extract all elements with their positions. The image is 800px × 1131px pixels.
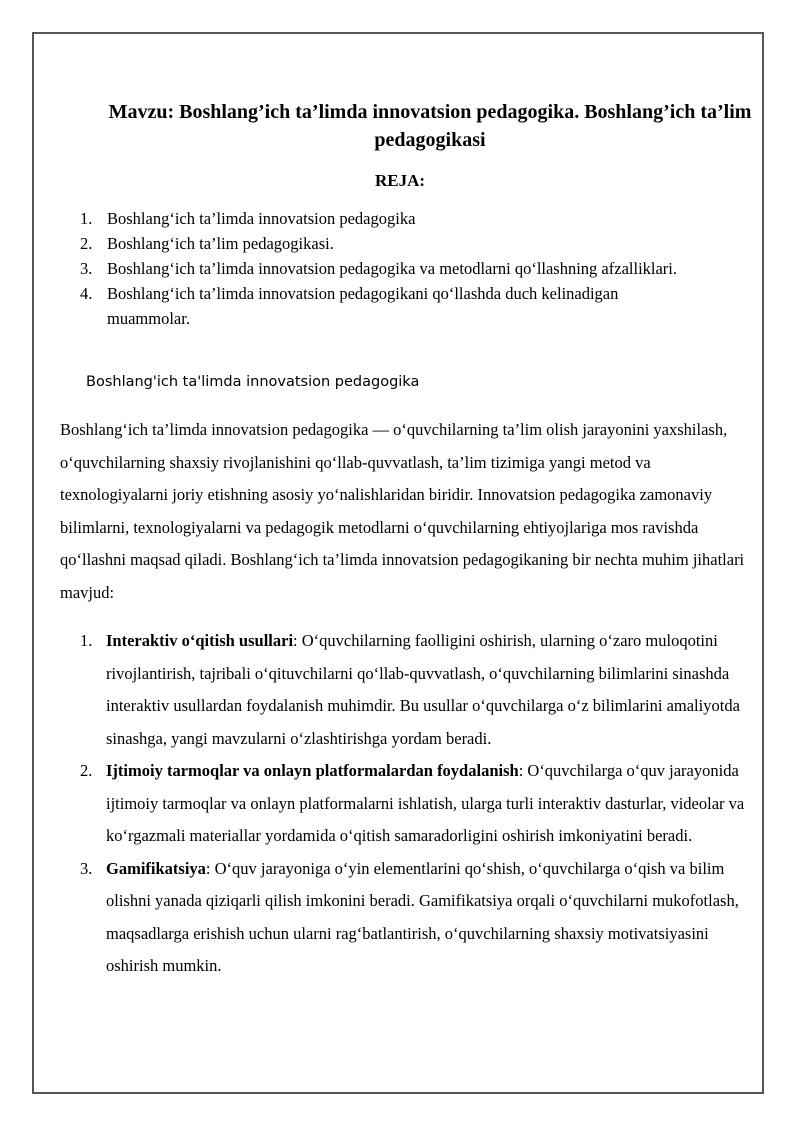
plan-item (80, 231, 700, 256)
feature-term: Interaktiv o‘qitish usullari (106, 631, 294, 650)
plan-item (80, 206, 700, 231)
plan-item-text: Boshlang‘ich ta’limda innovatsion pedagogika va metodlarni qo‘llashning afzalliklari. (107, 259, 678, 278)
plan-item-text: Boshlang‘ich ta’limda innovatsion pedagogika (107, 209, 416, 228)
plan-item-text: Boshlang‘ich ta’lim pedagogikasi. (107, 234, 334, 253)
feature-item (80, 853, 745, 983)
feature-item (80, 625, 745, 755)
feature-term: Gamifikatsiya (106, 858, 206, 878)
plan-item-number: 3. (80, 259, 93, 278)
feature-item-number: 1. (80, 631, 93, 650)
feature-item-number: 2. (80, 761, 93, 780)
feature-description: : O‘quv jarayoniga o‘yin elementlarini qo‘shish, o‘quvchilarga o‘qish va bilim olishni yanada qiziqarli qilish imkonini beradi. Gamifikatsiya orqali o‘quvchilarni mukofotlash, maqsadlarga erishish uchun ularni rag‘batlantirish, o‘quvchilarning shaxsiy motivatsiyasini oshirish mumkin. (106, 858, 739, 975)
feature-item (80, 755, 745, 853)
plan-item-number: 1. (80, 209, 93, 228)
plan-item-number: 4. (80, 284, 93, 303)
feature-description: : O‘quvchilarga o‘quv jarayonida ijtimoiy tarmoqlar va onlayn platformalarni ishlatish, ularga turli interaktiv dasturlar, videolar va ko‘rgazmali materiallar yordamida o‘qitish samaradorligini oshirish imkoniyatini beradi. (106, 761, 745, 845)
section-heading: Boshlang'ich ta'limda innovatsion pedagogika (86, 374, 420, 390)
plan-item (80, 256, 700, 281)
feature-list (80, 625, 745, 983)
document-title: Mavzu: Boshlang’ich ta’limda innovatsion pedagogika. Boshlang’ich ta’lim pedagogikasi (108, 101, 752, 151)
plan-item-number: 2. (80, 234, 93, 253)
plan-item (80, 281, 700, 331)
feature-item-number: 3. (80, 858, 93, 878)
plan-list (80, 206, 700, 331)
plan-item-text: Boshlang‘ich ta’limda innovatsion pedagogikani qo‘llashda duch kelinadigan muammolar. (107, 284, 619, 328)
feature-description: : O‘quvchilarning faolligini oshirish, ularning o‘zaro muloqotini rivojlantirish, tajribali o‘qituvchilarni qo‘llab-quvvatlash, o‘quvchilarning bilimlarini sinashda interaktiv usullardan foydalanish muhimdir. Bu usullar o‘quvchilarga o‘z bilimlarini amaliyotda sinashga, yangi mavzularni o‘zlashtirishga yordam beradi. (106, 631, 740, 748)
feature-term: Ijtimoiy tarmoqlar va onlayn platformalardan foydalanish (106, 761, 519, 780)
plan-heading: REJA: (374, 171, 426, 190)
intro-paragraph: Boshlang‘ich ta’limda innovatsion pedagogika — o‘quvchilarning ta’lim olish jarayonini yaxshilash, o‘quvchilarning shaxsiy rivojlanishini qo‘llab-quvvatlash, ta’lim tizimiga yangi metod va texnologiyalarni joriy etishning asosiy yo‘nalishlaridan biridir. Innovatsion pedagogika zamonaviy bilimlarni, texnologiyalarni va pedagogik metodlarni o‘quvchilarning ehtiyojlariga mos ravishda qo‘llashni maqsad qiladi. Boshlang‘ich ta’limda innovatsion pedagogikaning bir nechta muhim jihatlari mavjud: (60, 420, 745, 602)
